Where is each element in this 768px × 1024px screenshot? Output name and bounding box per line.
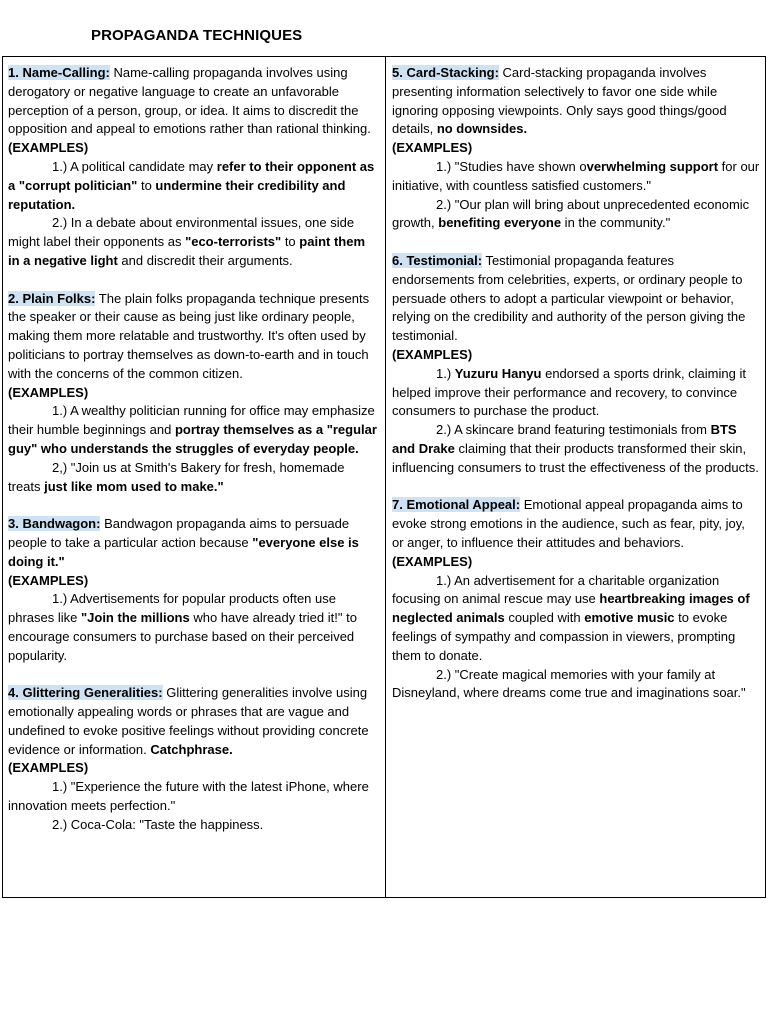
examples-label: (EXAMPLES)	[8, 572, 89, 588]
heading-bandwagon: 3. Bandwagon:	[8, 516, 101, 532]
examples-label: (EXAMPLES)	[8, 760, 89, 776]
example-item: 1.) A political candidate may refer to their opponent as a "corrupt politician" to undermine their credibility and reputation.	[8, 158, 375, 212]
heading-name-calling: 1. Name-Calling:	[8, 65, 110, 80]
example-item: 1.) Yuzuru Hanyu endorsed a sports drink, claiming it helped improve their performance and recovery, to convince consumers to purchase the product.	[392, 365, 746, 419]
example-item: 1.) An advertisement for a charitable organization focusing on animal rescue may use heartbreaking images of neglected animals coupled with emotive music to evoke feelings of sympathy and compassion in viewers, prompting them to donate.	[392, 572, 750, 663]
desc-name-calling: Name-calling propaganda involves using derogatory or negative language to create an unfavorable perception of a person, group, or idea. It aims to discredit the opposition and appeal to emotions rather than rational thinking.	[8, 65, 371, 137]
desc-bandwagon: Bandwagon propaganda aims to persuade people to take a particular action because	[8, 516, 350, 550]
section-card-stacking: 5. Card-Stacking: Card-stacking propaganda involves presenting information selectively to favor one side while ignoring opposing viewpoints. Only says good things/good details, no downsides.	[392, 65, 727, 137]
examples-label: (EXAMPLES)	[392, 346, 473, 362]
page-title: PROPAGANDA TECHNIQUES	[91, 27, 303, 44]
section-glittering-generalities: 4. Glittering Generalities: Glittering generalities involve using emotionally appealing words or phrases that are vague and undefined to evoke positive feelings without providing concrete evidence or information. Catchphrase.	[8, 685, 369, 757]
examples-label: (EXAMPLES)	[392, 140, 473, 156]
techniques-table	[2, 56, 766, 898]
examples-label: (EXAMPLES)	[8, 140, 89, 156]
example-item: 1.) Advertisements for popular products often use phrases like "Join the millions who have already tried it!" to encourage consumers to purchase based on their perceived popularity.	[8, 591, 357, 663]
section-name-calling	[8, 64, 380, 139]
example-item: 1.) "Experience the future with the latest iPhone, where innovation meets perfection."	[8, 779, 369, 814]
example-item: 2.) In a debate about environmental issues, one side might label their opponents as "eco-terrorists" to paint them in a negative light and discredit their arguments.	[8, 215, 366, 268]
section-emotional-appeal	[392, 496, 760, 552]
section-testimonial	[392, 252, 760, 346]
right-column	[386, 57, 765, 897]
examples-label: (EXAMPLES)	[392, 553, 473, 569]
desc-emotional-appeal: Emotional appeal propaganda aims to evoke strong emotions in the audience, such as fear, pity, joy, or anger, to influence their attitudes and behaviors.	[392, 497, 745, 550]
desc-glittering-generalities: Glittering generalities involve using emotionally appealing words or phrases that are vague and undefined to evoke positive feelings without providing concrete evidence or information.	[8, 685, 369, 757]
desc-testimonial: Testimonial propaganda features endorsements from celebrities, experts, or ordinary people to persuade others to adopt a particular viewpoint or behavior, relying on the credibility and authority of the person giving the testimonial.	[392, 252, 746, 344]
heading-emotional-appeal: 7. Emotional Appeal:	[392, 497, 521, 513]
heading-glittering-generalities: 4. Glittering Generalities:	[8, 685, 163, 701]
heading-plain-folks: 2. Plain Folks:	[8, 290, 96, 306]
heading-testimonial: 6. Testimonial:	[392, 252, 483, 268]
example-item: 2.) Coca-Cola: "Taste the happiness.	[52, 816, 264, 832]
desc-card-stacking: Card-stacking propaganda involves presenting information selectively to favor one side while ignoring opposing viewpoints. Only says good things/good details,	[392, 65, 727, 137]
example-item: 2,) "Join us at Smith's Bakery for fresh, homemade treats just like mom used to make."	[8, 459, 345, 494]
example-item: 2.) "Our plan will bring about unprecedented economic growth, benefiting everyone in the community."	[392, 196, 750, 231]
heading-card-stacking: 5. Card-Stacking:	[392, 65, 499, 80]
section-bandwagon: 3. Bandwagon: Bandwagon propaganda aims to persuade people to take a particular action because "everyone else is doing it."	[8, 516, 359, 569]
example-item: 2.) "Create magical memories with your family at Disneyland, where dreams come true and imaginations soar."	[392, 666, 746, 701]
examples-label: (EXAMPLES)	[8, 384, 89, 400]
section-plain-folks	[8, 290, 380, 384]
desc-plain-folks: The plain folks propaganda technique presents the speaker or their cause as being just like ordinary people, making them more relatable and trustworthy. It's often used by politicians to portray themselves as down-to-earth and in touch with the concerns of the common citizen.	[8, 290, 370, 381]
left-column	[3, 57, 386, 897]
example-item: 1.) "Studies have shown overwhelming support for our initiative, with countless satisfied customers."	[392, 158, 760, 193]
example-item: 1.) A wealthy politician running for office may emphasize their humble beginnings and portray themselves as a "regular guy" who understands the struggles of everyday people.	[8, 403, 377, 456]
example-item: 2.) A skincare brand featuring testimonials from BTS and Drake claiming that their products transformed their skin, influencing consumers to trust the effectiveness of the products.	[392, 422, 759, 475]
